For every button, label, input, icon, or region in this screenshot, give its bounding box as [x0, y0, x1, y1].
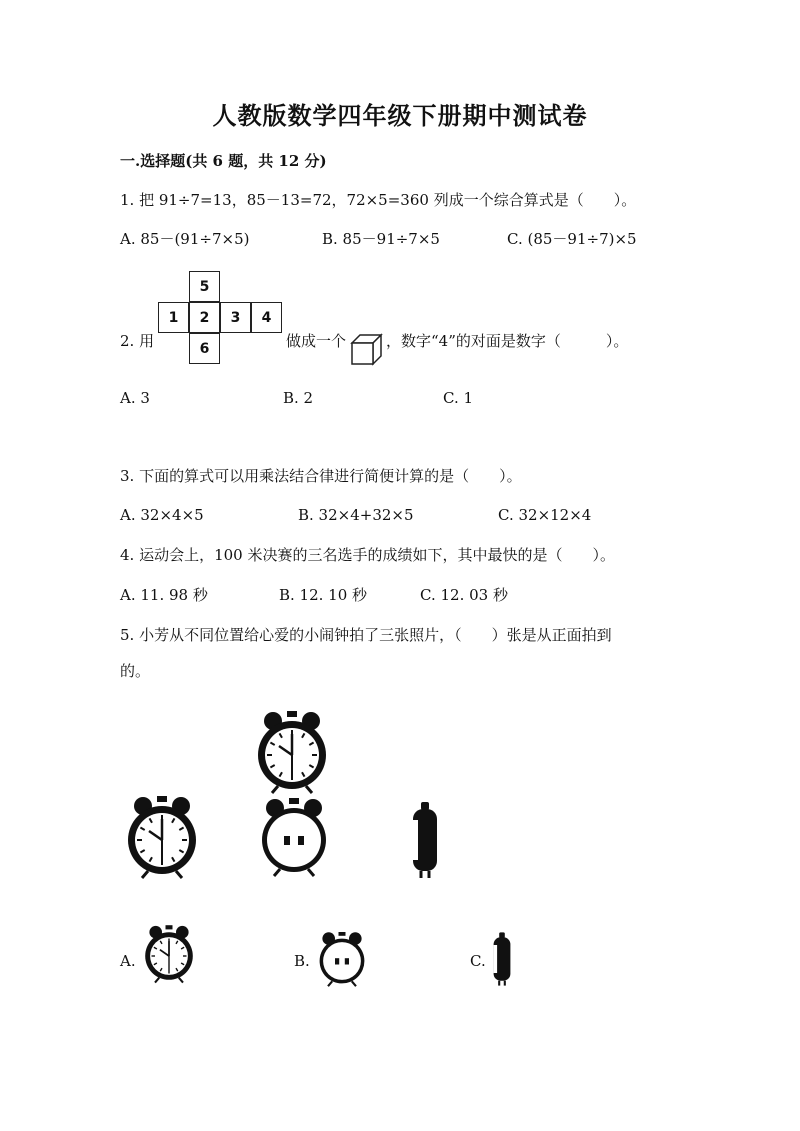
clock-side-view-icon — [487, 931, 517, 987]
question-5-option-a[interactable]: A. — [120, 952, 136, 970]
clock-front-view-icon — [250, 710, 334, 794]
net-cell-1: 1 — [158, 302, 189, 333]
question-3-stem: 3. 下面的算式可以用乘法结合律进行简便计算的是（ ）。 — [120, 467, 522, 485]
question-2-suffix: ，数字“4”的对面是数字（ ）。 — [386, 332, 629, 350]
question-3-option-a[interactable]: A. 32×4×5 — [120, 506, 204, 524]
clock-back-view-icon — [252, 796, 336, 880]
page-title: 人教版数学四年级下册期中测试卷 — [212, 101, 588, 130]
question-2-option-a[interactable]: A. 3 — [120, 389, 150, 407]
question-2-option-c[interactable]: C. 1 — [443, 389, 474, 407]
net-cell-4: 4 — [251, 302, 282, 333]
question-1-option-a[interactable]: A. 85－(91÷7×5) — [120, 230, 250, 248]
question-5-stem-line-2: 的。 — [120, 662, 151, 680]
net-cell-bottom: 6 — [189, 333, 220, 364]
net-cell-top: 5 — [189, 271, 220, 302]
question-4-stem: 4. 运动会上，100 米决赛的三名选手的成绩如下，其中最快的是（ ）。 — [120, 546, 615, 564]
question-5-stem-line-1: 5. 小芳从不同位置给心爱的小闹钟拍了三张照片，（ ）张是从正面拍到 — [120, 626, 612, 644]
section-heading: 一.选择题(共 6 题，共 12 分) — [120, 152, 327, 170]
question-2-middle: 做成一个 — [286, 332, 347, 350]
cube-net-figure — [158, 271, 282, 364]
clock-front-view-icon — [120, 795, 204, 879]
question-1-stem: 1. 把 91÷7=13，85－13=72，72×5=360 列成一个综合算式是（ ）。 — [120, 191, 637, 209]
question-4-option-a[interactable]: A. 11. 98 秒 — [120, 586, 208, 604]
net-cell-2: 2 — [189, 302, 220, 333]
question-3-option-c[interactable]: C. 32×12×4 — [498, 506, 592, 524]
question-3-option-b[interactable]: B. 32×4+32×5 — [298, 506, 414, 524]
clock-back-view-icon — [313, 932, 371, 988]
question-1-option-c[interactable]: C. (85－91÷7)×5 — [507, 230, 637, 248]
clock-front-view-icon — [140, 925, 198, 985]
question-4-option-b[interactable]: B. 12. 10 秒 — [279, 586, 368, 604]
cube-icon — [350, 333, 384, 367]
question-5-option-c[interactable]: C. — [470, 952, 486, 970]
net-cell-3: 3 — [220, 302, 251, 333]
question-5-option-b[interactable]: B. — [294, 952, 310, 970]
question-4-option-c[interactable]: C. 12. 03 秒 — [420, 586, 508, 604]
question-1-option-b[interactable]: B. 85－91÷7×5 — [322, 230, 440, 248]
clock-side-view-icon — [400, 800, 450, 884]
question-2-prefix: 2. 用 — [120, 332, 155, 350]
question-2-option-b[interactable]: B. 2 — [283, 389, 314, 407]
